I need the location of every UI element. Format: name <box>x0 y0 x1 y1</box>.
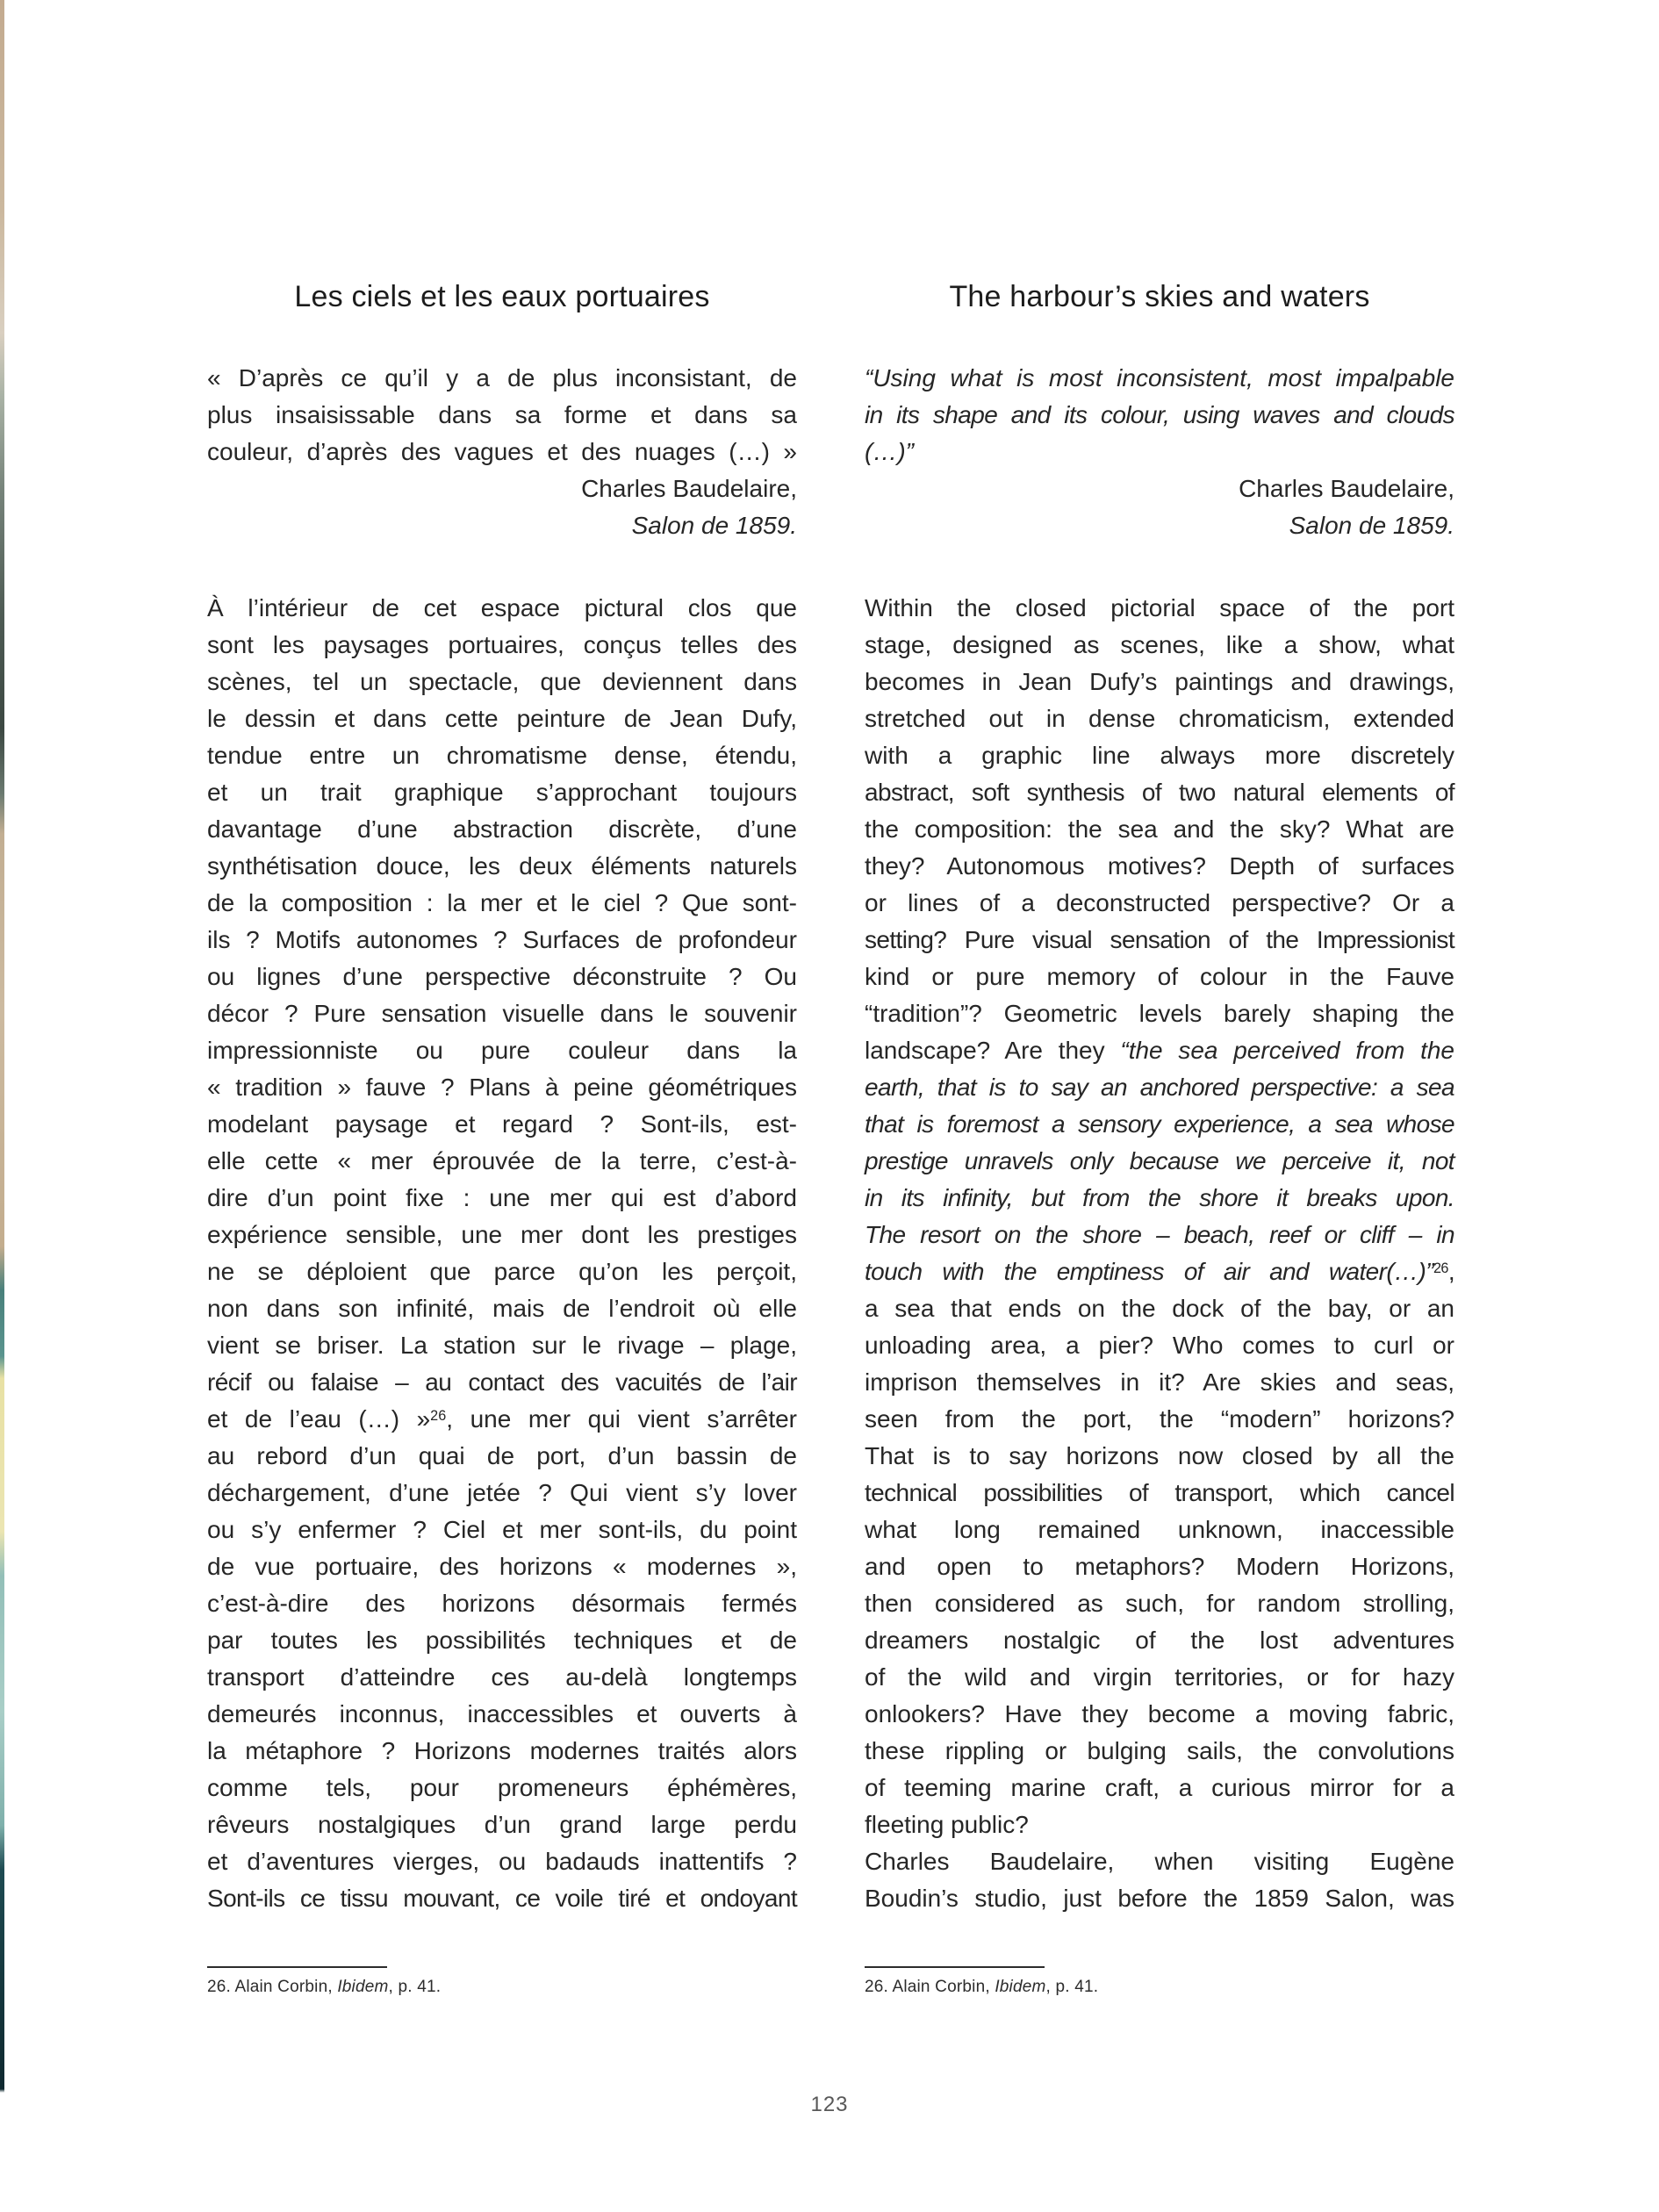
text-line: unloading area, a pier? Who comes to curl or <box>865 1332 1454 1359</box>
text-line: non dans son infinité, mais de l’endroit où elle <box>207 1295 797 1322</box>
text-line: ils ? Motifs autonomes ? Surfaces de profondeur <box>207 926 797 953</box>
text-line: scènes, tel un spectacle, que deviennent dans <box>207 668 797 695</box>
text-line: c’est-à-dire des horizons désormais fermés <box>207 1590 797 1617</box>
body-text-french <box>207 590 797 1917</box>
epigraph-french <box>207 360 797 544</box>
text-line: (…)” <box>865 438 914 465</box>
text-line: de la composition : la mer et le ciel ? Que sont- <box>207 889 797 916</box>
text-line: Charles Baudelaire, when visiting Eugène <box>865 1848 1454 1875</box>
text-line: ou s’y enfermer ? Ciel et mer sont-ils, du point <box>207 1516 797 1543</box>
text-line: a sea that ends on the dock of the bay, or an <box>865 1295 1454 1322</box>
text-line: couleur, d’après des vagues et des nuages (…) » <box>207 438 797 465</box>
text-line: demeurés inconnus, inaccessibles et ouverts à <box>207 1700 797 1727</box>
text-line: imprison themselves in it? Are skies and seas, <box>865 1368 1454 1396</box>
text-line: what long remained unknown, inaccessible <box>865 1516 1454 1543</box>
text-line: et un trait graphique s’approchant toujours <box>207 779 797 806</box>
page-number: 123 <box>810 2093 849 2116</box>
text-line: par toutes les possibilités techniques et de <box>207 1627 797 1654</box>
footnote-text: 26. Alain Corbin, Ibidem, p. 41. <box>207 1978 442 1996</box>
text-line: they? Autonomous motives? Depth of surfaces <box>865 852 1454 880</box>
text-line: fleeting public? <box>865 1811 1029 1838</box>
text-line: au rebord d’un quai de port, d’un bassin de <box>207 1442 797 1469</box>
text-line: modelant paysage et regard ? Sont-ils, est- <box>207 1110 797 1138</box>
text-line: touch with the emptiness of air and water(…)”$^{26}$, <box>865 1258 1454 1285</box>
text-line: in its shape and its colour, using waves and clouds <box>865 401 1454 428</box>
text-line: « tradition » fauve ? Plans à peine géométriques <box>207 1074 797 1101</box>
text-line: in its infinity, but from the shore it breaks upon. <box>865 1184 1454 1211</box>
footnote-rule <box>207 1966 387 1968</box>
text-line: with a graphic line always more discretely <box>865 742 1454 769</box>
epigraph-source-french: Salon de 1859. <box>631 512 797 539</box>
footnote-french <box>207 1966 797 1998</box>
text-line: Within the closed pictorial space of the port <box>865 594 1454 621</box>
text-line: dreamers nostalgic of the lost adventures <box>865 1627 1454 1654</box>
text-line: Boudin’s studio, just before the 1859 Salon, was <box>865 1885 1454 1912</box>
text-line: or lines of a deconstructed perspective? Or a <box>865 889 1454 916</box>
epigraph-source-english: Salon de 1859. <box>1289 512 1454 539</box>
footnote-rule <box>865 1966 1045 1968</box>
text-line: the composition: the sea and the sky? What are <box>865 815 1454 843</box>
text-line: récif ou falaise – au contact des vacuités de l’air <box>207 1368 797 1396</box>
text-line: vient se briser. La station sur le rivage – plage, <box>207 1332 797 1359</box>
text-line: these rippling or bulging sails, the convolutions <box>865 1737 1454 1764</box>
text-line: of teeming marine craft, a curious mirror for a <box>865 1774 1454 1801</box>
column-french <box>207 0 797 2212</box>
text-line: elle cette « mer éprouvée de la terre, c’est-à- <box>207 1147 797 1174</box>
text-line: « D’après ce qu’il y a de plus inconsistant, de <box>207 364 797 391</box>
text-line: that is foremost a sensory experience, a sea whose <box>865 1110 1454 1138</box>
column-english <box>865 0 1454 2212</box>
text-line: then considered as such, for random strolling, <box>865 1590 1454 1617</box>
epigraph-english <box>865 360 1454 544</box>
text-line: seen from the port, the “modern” horizons? <box>865 1405 1454 1433</box>
body-text-english <box>865 590 1454 1917</box>
section-heading-french: Les ciels et les eaux portuaires <box>294 280 710 313</box>
epigraph-lines-french <box>207 360 797 470</box>
text-line: comme tels, pour promeneurs éphémères, <box>207 1774 797 1801</box>
text-line: technical possibilities of transport, which cancel <box>865 1479 1454 1506</box>
text-line: dire d’un point fixe : une mer qui est d’abord <box>207 1184 797 1211</box>
facing-page-color-strip <box>0 0 4 2212</box>
epigraph-lines-english <box>865 360 1454 470</box>
footnote-english <box>865 1966 1454 1998</box>
text-line: ou lignes d’une perspective déconstruite ? Ou <box>207 963 797 990</box>
text-line: le dessin et dans cette peinture de Jean Dufy, <box>207 705 797 732</box>
text-line: Sont-ils ce tissu mouvant, ce voile tiré et ondoyant <box>207 1885 797 1912</box>
epigraph-author-french: Charles Baudelaire, <box>581 475 797 502</box>
text-line: sont les paysages portuaires, conçus telles des <box>207 631 797 658</box>
text-line: of the wild and virgin territories, or for hazy <box>865 1663 1454 1691</box>
text-line: setting? Pure visual sensation of the Impressionist <box>865 926 1454 953</box>
text-line: davantage d’une abstraction discrète, d’une <box>207 815 797 843</box>
text-line: de vue portuaire, des horizons « modernes », <box>207 1553 797 1580</box>
text-line: stage, designed as scenes, like a show, what <box>865 631 1454 658</box>
text-line: landscape? Are they “the sea perceived from the <box>865 1037 1455 1064</box>
epigraph-author-english: Charles Baudelaire, <box>1239 475 1454 502</box>
text-line: rêveurs nostalgiques d’un grand large perdu <box>207 1811 797 1838</box>
text-line: et de l’eau (…) »$^{26}$, une mer qui vient s’arrêter <box>207 1405 798 1433</box>
text-line: prestige unravels only because we perceive it, not <box>865 1147 1454 1174</box>
text-line: plus insaisissable dans sa forme et dans sa <box>207 401 797 428</box>
text-line: stretched out in dense chromaticism, extended <box>865 705 1454 732</box>
section-heading-english: The harbour’s skies and waters <box>949 280 1370 313</box>
text-line: “tradition”? Geometric levels barely shaping the <box>865 1000 1454 1027</box>
text-line: À l’intérieur de cet espace pictural clos que <box>207 594 797 621</box>
text-line: tendue entre un chromatisme dense, étendu, <box>207 742 797 769</box>
text-line: onlookers? Have they become a moving fabric, <box>865 1700 1454 1727</box>
text-line: synthétisation douce, les deux éléments naturels <box>207 852 797 880</box>
text-line: “Using what is most inconsistent, most impalpable <box>865 364 1454 391</box>
text-line: ne se déploient que parce qu’on les perçoit, <box>207 1258 797 1285</box>
text-line: transport d’atteindre ces au-delà longtemps <box>207 1663 797 1691</box>
text-line: abstract, soft synthesis of two natural elements of <box>865 779 1454 806</box>
text-line: and open to metaphors? Modern Horizons, <box>865 1553 1454 1580</box>
footnote-text: 26. Alain Corbin, Ibidem, p. 41. <box>865 1978 1099 1996</box>
text-line: expérience sensible, une mer dont les prestiges <box>207 1221 797 1248</box>
text-line: déchargement, d’une jetée ? Qui vient s’y lover <box>207 1479 797 1506</box>
text-line: The resort on the shore – beach, reef or cliff – in <box>865 1221 1454 1248</box>
text-line: et d’aventures vierges, ou badauds inattentifs ? <box>207 1848 797 1875</box>
text-line: earth, that is to say an anchored perspective: a sea <box>865 1074 1454 1101</box>
text-line: becomes in Jean Dufy’s paintings and drawings, <box>865 668 1454 695</box>
text-line: kind or pure memory of colour in the Fauve <box>865 963 1454 990</box>
text-line: la métaphore ? Horizons modernes traités alors <box>207 1737 797 1764</box>
text-line: décor ? Pure sensation visuelle dans le souvenir <box>207 1000 797 1027</box>
text-line: That is to say horizons now closed by all the <box>865 1442 1454 1469</box>
text-line: impressionniste ou pure couleur dans la <box>207 1037 797 1064</box>
